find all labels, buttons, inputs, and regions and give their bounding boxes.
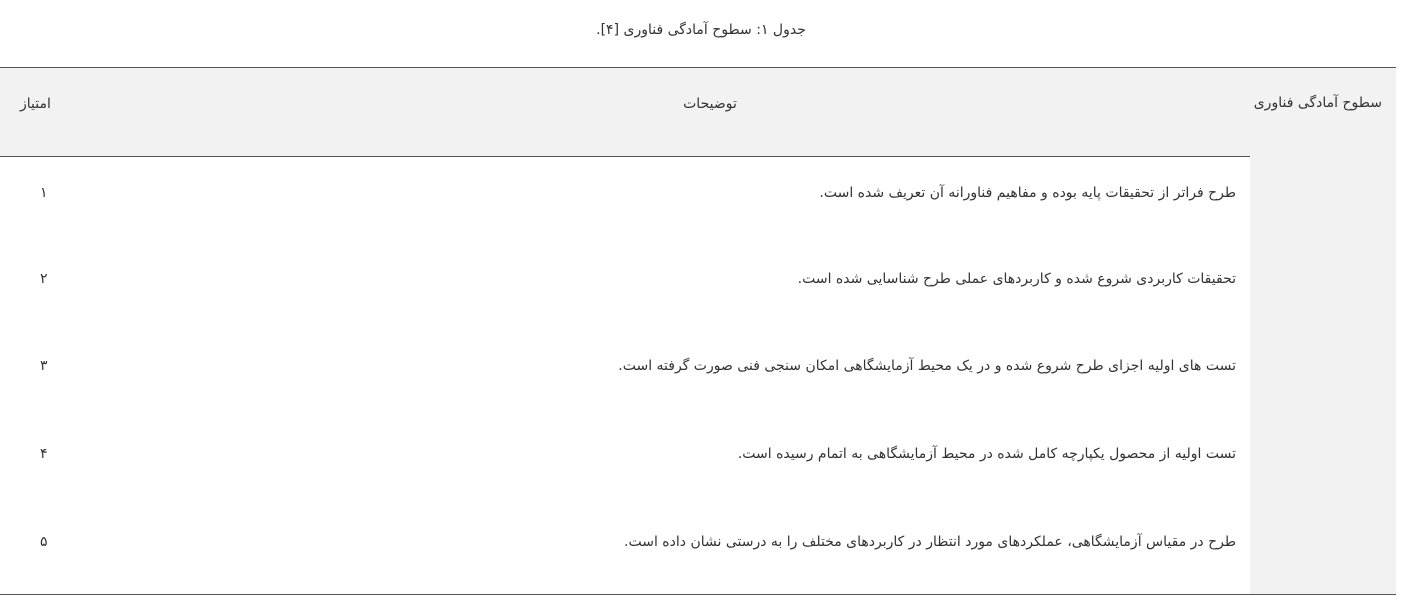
side-header-label: سطوح آمادگی فناوری (1253, 95, 1382, 111)
row-score: ۵ (40, 534, 48, 550)
row-description: طرح فراتر از تحقیقات پایه بوده و مفاهیم فناورانه آن تعریف شده است. (819, 185, 1236, 201)
table-top-rule (0, 67, 1396, 68)
row-score: ۴ (40, 446, 48, 462)
table-row (0, 444, 1250, 464)
table-row (0, 183, 1250, 203)
row-description: تحقیقات کاربردی شروع شده و کاربردهای عملی طرح شناسایی شده است. (797, 271, 1236, 287)
table-row (0, 269, 1250, 289)
column-header-score: امتیاز (20, 96, 51, 112)
table-caption: جدول ۱: سطوح آمادگی فناوری [۴]. (596, 22, 806, 38)
row-score: ۲ (40, 271, 48, 287)
row-description: طرح در مقیاس آزمایشگاهی، عملکردهای مورد انتظار در کاربردهای مختلف را به درستی نشان داده است. (624, 534, 1236, 550)
table-header-rule (0, 156, 1250, 157)
table-bottom-rule (0, 594, 1396, 595)
table-row (0, 532, 1250, 552)
row-description: تست اولیه از محصول یکپارچه کامل شده در محیط آزمایشگاهی به اتمام رسیده است. (737, 446, 1236, 462)
row-score: ۱ (40, 185, 48, 201)
side-header-column (1250, 68, 1396, 594)
row-description: تست های اولیه اجزای طرح شروع شده و در یک محیط آزمایشگاهی امکان سنجی فنی صورت گرفته است. (618, 358, 1236, 374)
table-row (0, 356, 1250, 376)
row-score: ۳ (40, 358, 48, 374)
column-header-description: توضیحات (683, 96, 737, 112)
